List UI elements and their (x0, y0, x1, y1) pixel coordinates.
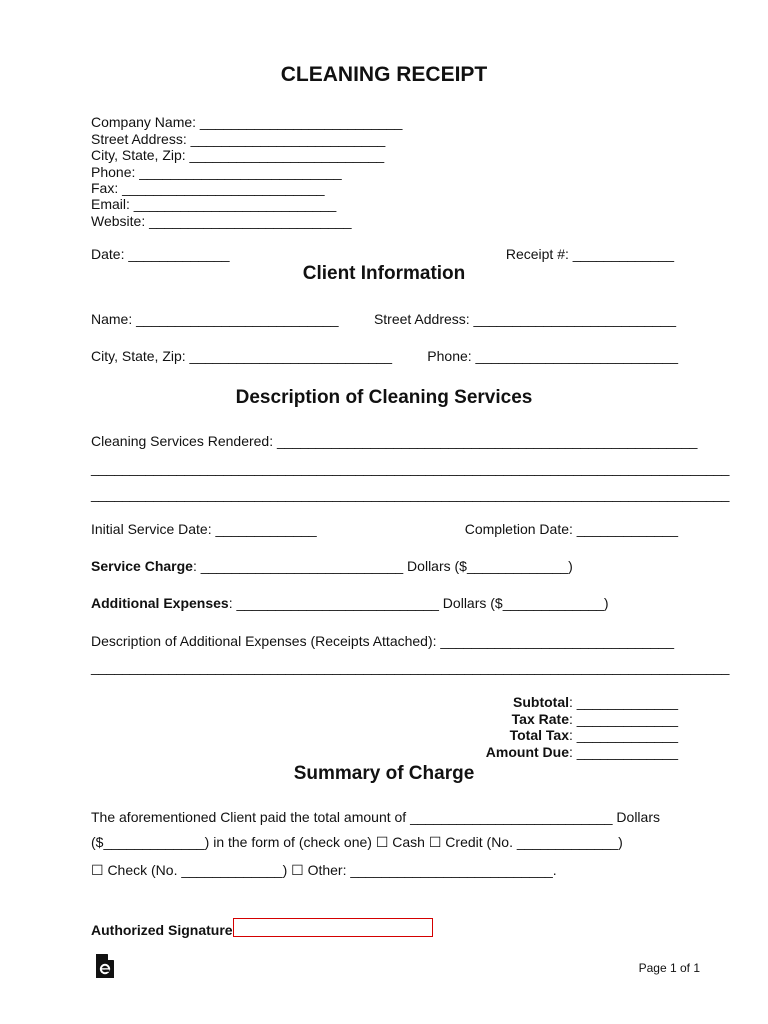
client-name-field[interactable]: Name: __________________________ (91, 311, 339, 327)
additional-expenses-field[interactable] (91, 596, 609, 610)
service-charge-label: Service Charge (91, 558, 193, 574)
company-email-field[interactable]: Email: __________________________ (91, 196, 337, 212)
service-charge-blanks[interactable]: : __________________________ Dollars ($_____________) (192, 558, 573, 574)
services-rendered-field[interactable]: Cleaning Services Rendered: ______________________________________________________ (91, 433, 698, 449)
company-website-field[interactable]: Website: __________________________ (91, 213, 352, 229)
company-street-address-field[interactable]: Street Address: _________________________ (91, 131, 386, 147)
subtotal-label: Subtotal (513, 694, 569, 710)
cleaning-services-heading: Description of Cleaning Services (235, 387, 533, 408)
company-city-state-zip-field[interactable]: City, State, Zip: _________________________ (91, 147, 385, 163)
services-blank-line-2[interactable]: __________________________________________________________________________________ (91, 486, 730, 502)
eforms-logo-icon (95, 953, 115, 979)
receipt-number-field[interactable]: Receipt #: _____________ (505, 246, 674, 262)
tax-rate-blank[interactable]: : _____________ (569, 711, 678, 727)
additional-expenses-blank-line[interactable]: __________________________________________________________________________________ (91, 659, 730, 675)
summary-line-1[interactable]: The aforementioned Client paid the total amount of __________________________ Dollars (91, 809, 660, 825)
document-title: CLEANING RECEIPT (280, 63, 488, 86)
summary-line-3[interactable]: ☐ Check (No. _____________) ☐ Other: __________________________. (91, 862, 557, 878)
summary-line-2[interactable]: ($_____________) in the form of (check one) ☐ Cash ☐ Credit (No. _____________) (91, 834, 623, 850)
authorized-signature-field[interactable] (233, 918, 433, 937)
service-charge-field[interactable] (91, 559, 573, 573)
client-city-state-zip-field[interactable]: City, State, Zip: __________________________ (91, 348, 392, 364)
amount-due-blank[interactable]: : _____________ (569, 744, 678, 760)
subtotal-field[interactable] (513, 695, 678, 709)
page-number: Page 1 of 1 (638, 961, 700, 975)
date-field[interactable]: Date: _____________ (91, 246, 230, 262)
tax-rate-label: Tax Rate (511, 711, 569, 727)
services-blank-line-1[interactable]: __________________________________________________________________________________ (91, 460, 730, 476)
subtotal-blank[interactable]: : _____________ (569, 694, 678, 710)
tax-rate-field[interactable] (512, 712, 678, 726)
summary-of-charge-heading: Summary of Charge (293, 763, 475, 784)
client-street-address-field[interactable]: Street Address: __________________________ (373, 311, 676, 327)
initial-service-date-field[interactable]: Initial Service Date: _____________ (91, 521, 317, 537)
amount-due-field[interactable] (486, 745, 678, 759)
total-tax-field[interactable] (510, 728, 678, 742)
additional-expenses-blanks[interactable]: : __________________________ Dollars ($_____________) (228, 595, 609, 611)
amount-due-label: Amount Due (485, 744, 569, 760)
company-name-field[interactable]: Company Name: __________________________ (91, 114, 403, 130)
additional-expenses-label: Additional Expenses (91, 595, 229, 611)
client-information-heading: Client Information (302, 263, 466, 284)
company-phone-field[interactable]: Phone: __________________________ (91, 164, 342, 180)
additional-expenses-description-field[interactable]: Description of Additional Expenses (Receipts Attached): ______________________________ (91, 633, 674, 649)
total-tax-label: Total Tax (509, 727, 569, 743)
completion-date-field[interactable]: Completion Date: _____________ (464, 521, 678, 537)
company-fax-field[interactable]: Fax: __________________________ (91, 180, 325, 196)
authorized-signature-label: Authorized Signature (91, 922, 233, 938)
total-tax-blank[interactable]: : _____________ (569, 727, 678, 743)
client-phone-field[interactable]: Phone: __________________________ (427, 348, 678, 364)
